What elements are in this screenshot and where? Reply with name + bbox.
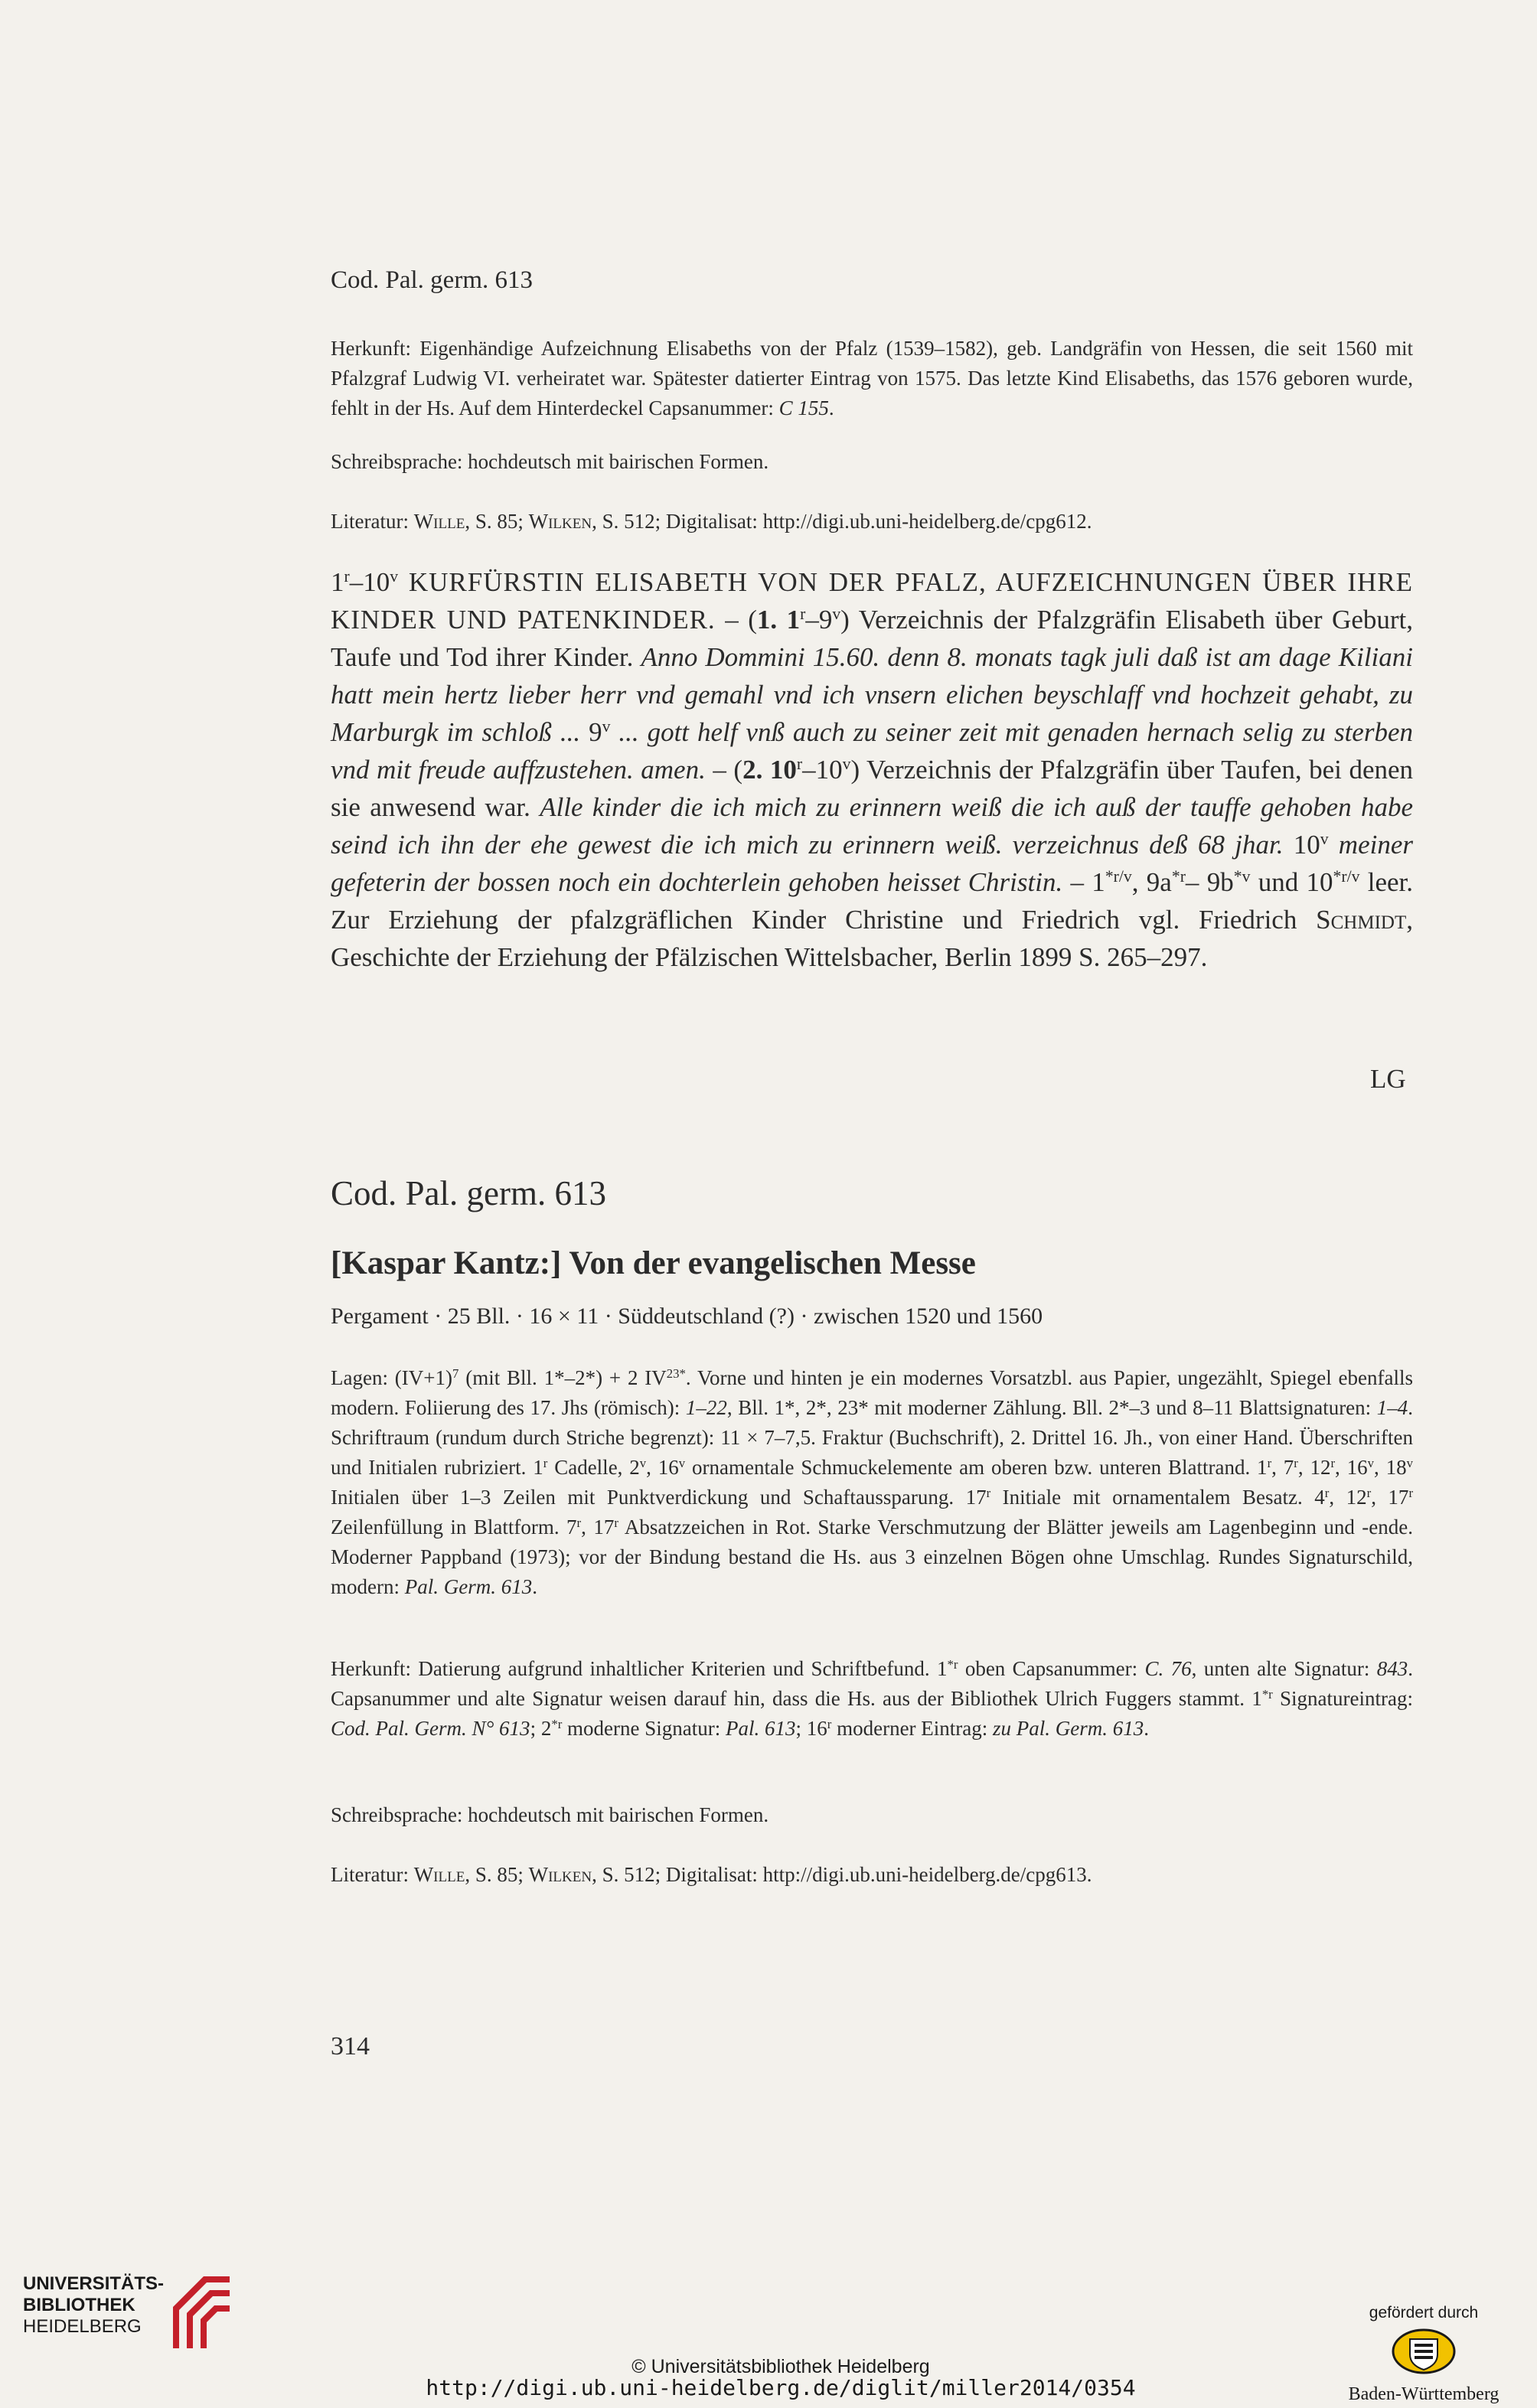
herkunft-label: Herkunft:	[331, 337, 411, 360]
literatur-paragraph-2: Literatur: Wille, S. 85; Wilken, S. 512; Digitalisat: http://digi.ub.uni-heidelberg.de/cpg613.	[331, 1863, 1092, 1886]
author-wille-2: Wille	[413, 1863, 465, 1886]
ub-logo-text: UNIVERSITÄTS- BIBLIOTHEK HEIDELBERG	[23, 2273, 165, 2337]
baden-wuerttemberg-crest-icon	[1392, 2328, 1456, 2374]
ub-logo-mark-icon	[168, 2269, 234, 2353]
author-wille: Wille	[413, 510, 465, 533]
permalink[interactable]: http://digi.ub.uni-heidelberg.de/diglit/miller2014/0354	[426, 2375, 1136, 2400]
content-description: 1$^r$–10$^v$ KURFÜRSTIN ELISABETH VON DER PFALZ, AUFZEICHNUNGEN ÜBER IHRE KINDER UND PATENKINDER. – (1. 1$^r$–9$^v$) Verzeichnis der Pfalzgräfin Elisabeth über Geburt, Taufe und Tod ihrer Kinder. Anno Dommini 15.60. denn 8. monats tagk juli daß ist am dage Kiliani hatt mein hertz lieber herr vnd gemahl vnd ich vnsern elichen beyschlaff vnd hochzeit gehabt, zu Marburgk im schloß ... 9$^v$ ... gott helf vnß auch zu seiner zeit mit genaden hernach selig zu sterben vnd mit freude auffzustehen. amen. – (2. 10$^r$–10$^v$) Verzeichnis der Pfalzgräfin über Taufen, bei denen sie anwesend war. Alle kinder die ich mich zu erinnern weiß die ich auß der tauffe gehoben habe seind ich ihn der ehe gewest die ich mich zu erinnern weiß. verzeichnus deß 68 jhar. 10$^v$ meiner gefeterin der bossen noch ein dochterlein gehoben heisset Christin. – $1^{*r/v}$, $9a^{*r}-$ $9b^{*v}$ und $10^{*r/v}$ leer. Zur Erziehung der pfalzgräflichen Kinder Christine und Friedrich vgl. Friedrich Schmidt, Geschichte der Erziehung der Pfälzischen Wittelsbacher, Berlin 1899 S. 265–297.	[331, 567, 1414, 972]
content-heading: KURFÜRSTIN ELISABETH VON DER PFALZ, AUFZEICHNUNGEN ÜBER IHRE KINDER UND PATENKINDER.	[331, 567, 1413, 635]
work-title: [Kaspar Kantz:] Von der evangelischen Messe	[331, 1245, 976, 1281]
sponsor-name: Baden-Württemberg	[1348, 2384, 1499, 2404]
author-initials: LG	[1370, 1064, 1406, 1094]
ub-heidelberg-logo[interactable]	[23, 2267, 276, 2359]
author-schmidt: Schmidt	[1316, 905, 1407, 935]
literatur-paragraph: Literatur: Wille, S. 85; Wilken, S. 512; Digitalisat: http://digi.ub.uni-heidelberg.de/cpg612.	[331, 510, 1092, 533]
quote-2a: Alle kinder die ich mich zu erinnern weiß die ich auß der tauffe gehoben habe seind ich ihn der ehe gewest die ich mich zu erinnern weiß. verzeichnus deß 68 jhar.	[331, 792, 1413, 860]
quote-1b: ... gott helf vnß auch zu seiner zeit mit genaden hernach selig zu sterben vnd mit freude auffzustehen. amen.	[331, 717, 1413, 785]
herkunft-paragraph: Herkunft: Eigenhändige Aufzeichnung Elisabeths von der Pfalz (1539–1582), geb. Landgräfin von Hessen, die seit 1560 mit Pfalzgraf Ludwig VI. verheiratet war. Spätester datierter Eintrag von 1575. Das letzte Kind Elisabeths, das 1576 geboren wurde, fehlt in der Hs. Auf dem Hinterdeckel Capsanummer: C 155.	[331, 337, 1413, 419]
quote-1a: Anno Dommini 15.60. denn 8. monats tagk juli daß ist am dage Kiliani hatt mein hertz lieber herr vnd gemahl vnd ich vnsern elichen beyschlaff vnd hochzeit gehabt, zu Marburgk im schloß ...	[331, 642, 1413, 747]
lagen-paragraph: Lagen: $(IV+1)^7$ (mit Bll. 1*–2*) + 2 $IV^{23*}$. Vorne und hinten je ein modernes Vorsatzbl. aus Papier, ungezählt, Spiegel ebenfalls modern. Foliierung des 17. Jhs (römisch): 1–22, Bll. 1*, 2*, 23* mit moderner Zählung. Bll. 2*–3 und 8–11 Blattsignaturen: 1–4. Schriftraum (rundum durch Striche begrenzt): 11 × 7–7,5. Fraktur (Buchschrift), 2. Drittel 16. Jh., von einer Hand. Überschriften und Initialen rubriziert. 1$^r$ Cadelle, 2$^v$, 16$^v$ ornamentale Schmuckelemente am oberen bzw. unteren Blattrand. 1$^r$, 7$^r$, 12$^r$, 16$^v$, 18$^v$ Initialen über 1–3 Zeilen mit Punktverdickung und Schaftaussparung. 17$^r$ Initiale mit ornamentalem Besatz. 4$^r$, 12$^r$, 17$^r$ Zeilenfüllung in Blattform. 7$^r$, 17$^r$ Absatzzeichen in Rot. Starke Verschmutzung der Blätter jeweils am Lagenbeginn und -ende. Moderner Pappband (1973); vor der Bindung bestand die Hs. aus 3 einzelnen Bögen ohne Umschlag. Rundes Signaturschild, modern: Pal. Germ. 613.	[331, 1366, 1414, 1598]
sponsor-block	[1332, 2304, 1516, 2405]
herkunft-paragraph-2: Herkunft: Datierung aufgrund inhaltlicher Kriterien und Schriftbefund. 1$^{*r}$ oben Capsanummer: C. 76, unten alte Signatur: 843. Capsanummer und alte Signatur weisen darauf hin, dass die Hs. aus der Bibliothek Ulrich Fuggers stammt. 1$^{*r}$ Signatureintrag: Cod. Pal. Germ. N° 613; 2$^{*r}$ moderne Signatur: Pal. 613; 16$^r$ moderner Eintrag: zu Pal. Germ. 613.	[331, 1656, 1414, 1740]
sponsor-label: gefördert durch	[1369, 2304, 1479, 2322]
shelfmark-heading-2: Cod. Pal. germ. 613	[331, 1174, 606, 1212]
footer-credits	[398, 2357, 1163, 2400]
copyright-text: © Universitätsbibliothek Heidelberg	[631, 2356, 930, 2377]
author-wilken-2: Wilken	[528, 1863, 592, 1886]
quote-2b: meiner gefeterin der bossen noch ein dochterlein gehoben heisset Christin.	[331, 830, 1413, 897]
capsa-number: C 155	[778, 396, 829, 419]
shelfmark-heading: Cod. Pal. germ. 613	[331, 266, 533, 294]
schreibsprache-paragraph-2: Schreibsprache: hochdeutsch mit bairischen Formen.	[331, 1803, 769, 1826]
schreibsprache-paragraph: Schreibsprache: hochdeutsch mit bairischen Formen.	[331, 450, 769, 473]
author-wilken: Wilken	[528, 510, 592, 533]
page-number: 314	[331, 2032, 370, 2061]
collation-line: Pergament · 25 Bll. · 16 × 11 · Süddeutschland (?) · zwischen 1520 und 1560	[331, 1304, 1043, 1329]
herkunft-text: Eigenhändige Aufzeichnung Elisabeths von der Pfalz (1539–1582), geb. Landgräfin von Hessen, die seit 1560 mit Pfalzgraf Ludwig VI. verheiratet war. Spätester datierter Eintrag von 1575. Das letzte Kind Elisabeths, das 1576 geboren wurde, fehlt in der Hs. Auf dem Hinterdeckel Capsanummer:	[331, 337, 1413, 419]
